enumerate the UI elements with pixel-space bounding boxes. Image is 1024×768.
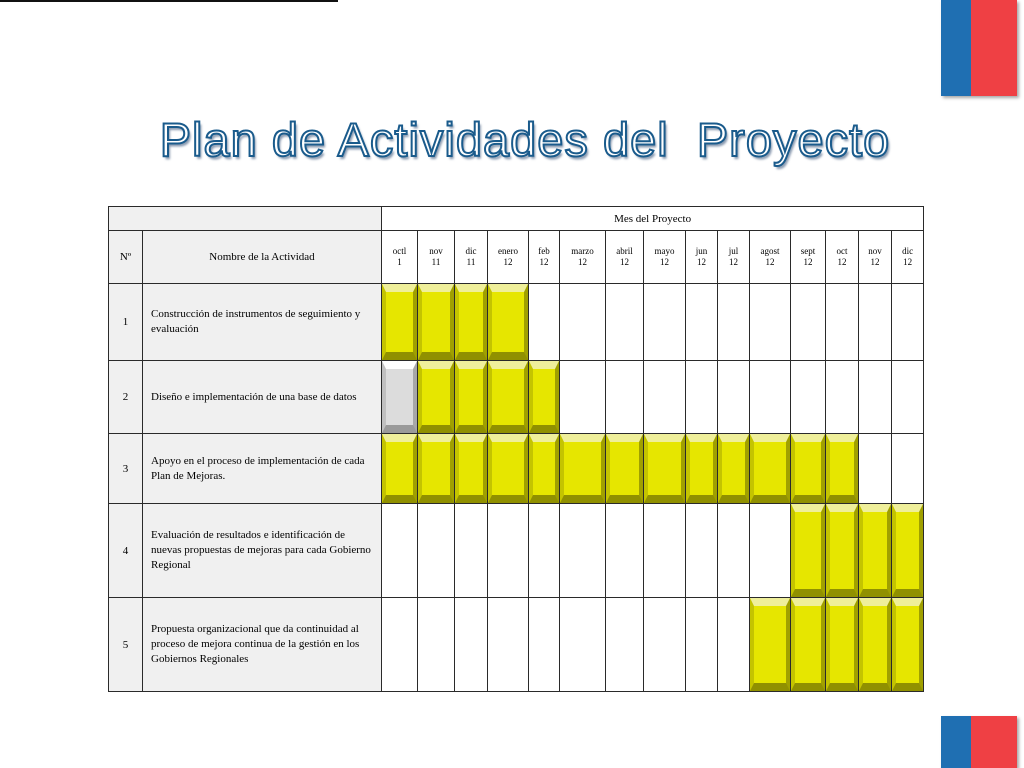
- gantt-cell: [718, 598, 750, 692]
- month-year: 12: [870, 257, 880, 267]
- gantt-bar: [791, 434, 825, 503]
- gantt-cell: [606, 504, 644, 598]
- month-name: oct: [836, 246, 848, 256]
- gantt-cell: [826, 434, 859, 504]
- gantt-cell: [686, 434, 718, 504]
- gantt-cell: [488, 361, 529, 434]
- gantt-cell: [892, 361, 924, 434]
- activity-name: Apoyo en el proceso de implementación de cada Plan de Mejoras.: [143, 434, 382, 504]
- gantt-cell: [418, 361, 455, 434]
- gantt-cell: [560, 434, 606, 504]
- header-empty-cell: [109, 207, 382, 231]
- gantt-bar-inactive: [382, 361, 417, 433]
- gantt-cell: [418, 598, 455, 692]
- activity-number: 2: [109, 361, 143, 434]
- month-year: 12: [803, 257, 813, 267]
- gantt-bar: [382, 284, 417, 360]
- month-name: jul: [728, 246, 739, 256]
- gantt-cell: [529, 284, 560, 361]
- gantt-cell: [382, 504, 418, 598]
- gantt-cell: [892, 434, 924, 504]
- month-header: [418, 231, 455, 284]
- month-name: mayo: [654, 246, 675, 256]
- gantt-cell: [791, 598, 826, 692]
- gantt-bar: [892, 504, 923, 597]
- gantt-cell: [560, 598, 606, 692]
- gantt-cell: [892, 504, 924, 598]
- month-header: [382, 231, 418, 284]
- gantt-cell: [686, 598, 718, 692]
- gantt-bar: [606, 434, 643, 503]
- activity-number: 3: [109, 434, 143, 504]
- flag-red-stripe: [971, 0, 1017, 96]
- gantt-cell: [560, 504, 606, 598]
- gantt-cell: [488, 434, 529, 504]
- gantt-bar: [382, 434, 417, 503]
- gantt-cell: [791, 504, 826, 598]
- gantt-cell: [750, 361, 791, 434]
- month-header: [750, 231, 791, 284]
- gantt-cell: [455, 504, 488, 598]
- flag-blue-stripe: [941, 716, 971, 768]
- gantt-bar: [791, 504, 825, 597]
- month-name: dic: [902, 246, 914, 256]
- month-year: 12: [903, 257, 913, 267]
- month-name: abril: [616, 246, 633, 256]
- gantt-bar: [529, 361, 559, 433]
- month-name: sept: [800, 246, 816, 256]
- gantt-bar: [455, 284, 487, 360]
- gantt-cell: [644, 434, 686, 504]
- gantt-bar: [892, 598, 923, 691]
- activity-number: 4: [109, 504, 143, 598]
- month-year: 12: [729, 257, 738, 267]
- gantt-bar: [455, 434, 487, 503]
- month-year: 12: [620, 257, 629, 267]
- gantt-bar: [529, 434, 559, 503]
- month-name: feb: [538, 246, 550, 256]
- gantt-bar: [418, 284, 454, 360]
- activity-row: [109, 598, 924, 692]
- month-name: agost: [760, 246, 780, 256]
- gantt-cell: [892, 284, 924, 361]
- activity-row: [109, 504, 924, 598]
- gantt-cell: [859, 284, 892, 361]
- gantt-bar: [686, 434, 717, 503]
- gantt-cell: [382, 361, 418, 434]
- gantt-cell: [892, 598, 924, 692]
- gantt-cell: [529, 504, 560, 598]
- gantt-bar: [644, 434, 685, 503]
- gantt-cell: [455, 598, 488, 692]
- gantt-cell: [418, 504, 455, 598]
- gantt-cell: [418, 434, 455, 504]
- gantt-bar: [826, 598, 858, 691]
- gantt-cell: [382, 284, 418, 361]
- header-number: Nº: [109, 231, 143, 284]
- gantt-cell: [606, 434, 644, 504]
- header-months-group: Mes del Proyecto: [382, 207, 924, 231]
- gantt-cell: [382, 598, 418, 692]
- month-year: 12: [578, 257, 587, 267]
- gantt-bar: [455, 361, 487, 433]
- gantt-cell: [686, 504, 718, 598]
- month-name: octl: [392, 246, 407, 256]
- gantt-cell: [644, 504, 686, 598]
- month-year: 11: [466, 257, 476, 267]
- gantt-cell: [644, 284, 686, 361]
- month-header: [892, 231, 924, 284]
- month-year: 12: [765, 257, 775, 267]
- flag-red-stripe: [971, 716, 1017, 768]
- activity-row: [109, 434, 924, 504]
- gantt-cell: [826, 284, 859, 361]
- gantt-cell: [686, 361, 718, 434]
- month-header: [686, 231, 718, 284]
- gantt-cell: [529, 361, 560, 434]
- gantt-bar: [826, 434, 858, 503]
- gantt-cell: [718, 434, 750, 504]
- month-header: [455, 231, 488, 284]
- gantt-cell: [455, 284, 488, 361]
- gantt-cell: [560, 284, 606, 361]
- gantt-bar: [859, 504, 891, 597]
- header-row-group: [109, 207, 924, 231]
- flag-decoration-top: [941, 0, 1017, 96]
- month-year: 1: [397, 257, 402, 267]
- gantt-table: [108, 206, 924, 692]
- gantt-cell: [859, 434, 892, 504]
- gantt-bar: [488, 361, 528, 433]
- gantt-cell: [529, 434, 560, 504]
- month-year: 12: [660, 257, 669, 267]
- gantt-cell: [455, 361, 488, 434]
- month-header: [859, 231, 892, 284]
- month-name: dic: [465, 246, 477, 256]
- gantt-cell: [859, 361, 892, 434]
- month-header: [791, 231, 826, 284]
- gantt-bar: [560, 434, 605, 503]
- gantt-cell: [718, 284, 750, 361]
- gantt-cell: [826, 361, 859, 434]
- gantt-cell: [644, 598, 686, 692]
- gantt-cell: [488, 504, 529, 598]
- gantt-cell: [488, 284, 529, 361]
- activity-name: Evaluación de resultados e identificación de nuevas propuestas de mejoras para cada Gobierno Regional: [143, 504, 382, 598]
- month-year: 12: [697, 257, 706, 267]
- gantt-cell: [606, 598, 644, 692]
- gantt-cell: [750, 598, 791, 692]
- gantt-cell: [382, 434, 418, 504]
- gantt-bar: [418, 361, 454, 433]
- month-year: 12: [539, 257, 549, 267]
- month-name: marzo: [571, 246, 594, 256]
- header-row-columns: [109, 231, 924, 284]
- month-header: [560, 231, 606, 284]
- gantt-cell: [455, 434, 488, 504]
- month-name: nov: [868, 246, 882, 256]
- month-name: jun: [695, 246, 708, 256]
- gantt-cell: [750, 434, 791, 504]
- slide-title: Plan de Actividades del Proyecto: [159, 113, 891, 166]
- activity-number: 1: [109, 284, 143, 361]
- gantt-bar: [488, 434, 528, 503]
- gantt-cell: [606, 284, 644, 361]
- month-year: 12: [503, 257, 513, 267]
- gantt-cell: [750, 504, 791, 598]
- activity-row: [109, 284, 924, 361]
- gantt-cell: [750, 284, 791, 361]
- gantt-cell: [606, 361, 644, 434]
- month-header: [718, 231, 750, 284]
- activity-row: [109, 361, 924, 434]
- gantt-cell: [718, 504, 750, 598]
- gantt-bar: [418, 434, 454, 503]
- flag-blue-stripe: [941, 0, 971, 96]
- gantt-cell: [718, 361, 750, 434]
- gantt-cell: [644, 361, 686, 434]
- month-year: 11: [431, 257, 441, 267]
- gantt-cell: [418, 284, 455, 361]
- gantt-cell: [859, 598, 892, 692]
- gantt-cell: [791, 284, 826, 361]
- top-rule: [0, 0, 338, 2]
- gantt-bar: [750, 598, 790, 691]
- header-activity-name: Nombre de la Actividad: [143, 231, 382, 284]
- flag-decoration-bottom: [941, 716, 1017, 768]
- gantt-bar: [718, 434, 749, 503]
- activity-name: Propuesta organizacional que da continuidad al proceso de mejora continua de la gestión en los Gobiernos Regionales: [143, 598, 382, 692]
- gantt-bar: [488, 284, 528, 360]
- month-header: [488, 231, 529, 284]
- gantt-cell: [560, 361, 606, 434]
- gantt-cell: [529, 598, 560, 692]
- gantt-bar: [859, 598, 891, 691]
- month-name: nov: [429, 246, 443, 256]
- month-header: [606, 231, 644, 284]
- activity-number: 5: [109, 598, 143, 692]
- month-header: [644, 231, 686, 284]
- activity-name: Construcción de instrumentos de seguimiento y evaluación: [143, 284, 382, 361]
- gantt-cell: [791, 434, 826, 504]
- month-name: enero: [498, 246, 518, 256]
- gantt-cell: [791, 361, 826, 434]
- gantt-cell: [826, 598, 859, 692]
- gantt-cell: [488, 598, 529, 692]
- month-year: 12: [837, 257, 847, 267]
- gantt-bar: [750, 434, 790, 503]
- gantt-bar: [791, 598, 825, 691]
- gantt-bar: [826, 504, 858, 597]
- gantt-cell: [686, 284, 718, 361]
- month-header: [529, 231, 560, 284]
- gantt-cell: [859, 504, 892, 598]
- activity-name: Diseño e implementación de una base de datos: [143, 361, 382, 434]
- gantt-cell: [826, 504, 859, 598]
- month-header: [826, 231, 859, 284]
